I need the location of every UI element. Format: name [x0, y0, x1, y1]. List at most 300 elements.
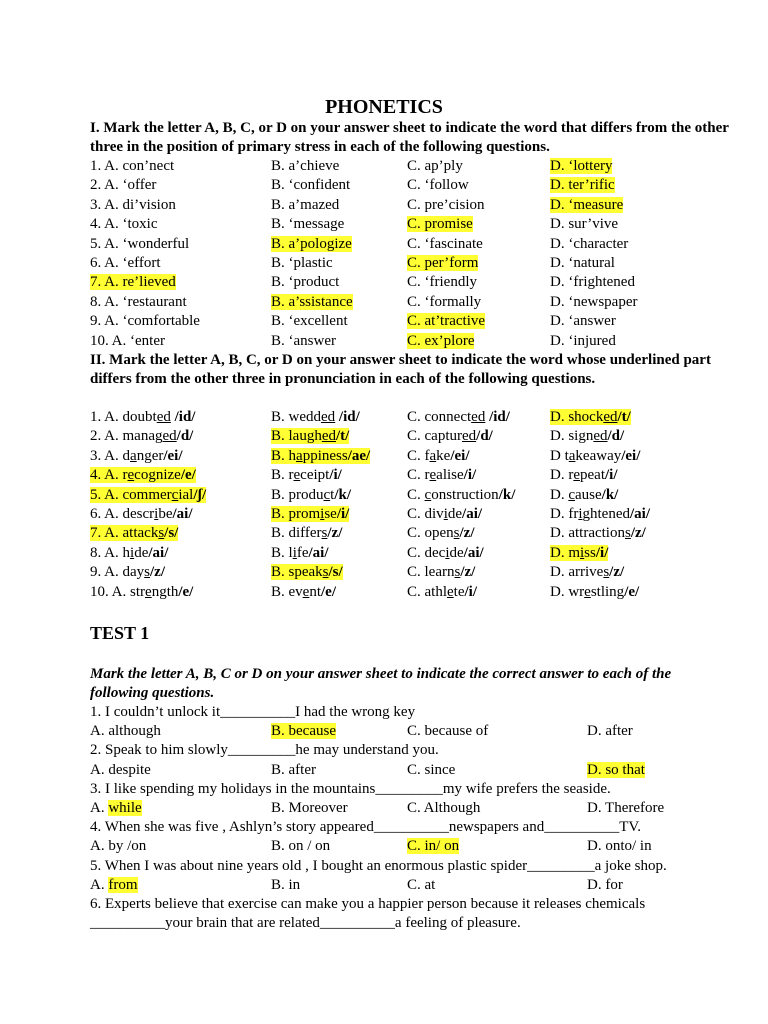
answer-option-text: 10. A. ‘enter: [90, 332, 165, 349]
answer-option-c: [407, 254, 478, 273]
answer-option-b: [271, 427, 349, 446]
word-prefix: C. learn: [407, 564, 455, 581]
word-prefix: B. produ: [271, 486, 324, 503]
underlined-part: i: [320, 505, 325, 522]
word-suffix: de: [447, 505, 463, 522]
answer-option-text: C. ex’plore: [407, 332, 475, 349]
question-text: __________your brain that are related__________a feeling of pleasure.: [90, 915, 521, 932]
answer-option-text: D. ‘lottery: [550, 158, 613, 174]
answer-option-c: [407, 583, 477, 602]
answer-option-d: [550, 408, 631, 427]
option-letter: A.: [90, 876, 109, 893]
answer-option-text: C. at: [407, 876, 436, 893]
ipa-symbol: /ei/: [163, 447, 183, 464]
stress-question-row: [90, 235, 750, 254]
word-prefix: C. r: [407, 467, 430, 484]
underlined-part: ed: [461, 428, 477, 445]
ipa-symbol: /z/: [609, 564, 625, 581]
ipa-symbol: /z/: [460, 564, 476, 581]
answer-option-a: [90, 563, 165, 582]
answer-option-text: [271, 525, 342, 541]
answer-option-text: B. ‘product: [271, 274, 340, 291]
word-suffix: nt: [309, 583, 322, 600]
answer-option-d: [550, 293, 637, 312]
underlined-part: a: [568, 447, 576, 464]
answer-option-text: 7. A. re’lieved: [90, 274, 176, 291]
answer-option-b: [271, 505, 349, 524]
option-letter: A.: [90, 799, 109, 816]
answer-option-c: [407, 273, 477, 292]
word-suffix: ial: [178, 486, 194, 503]
test-instruction: Mark the letter A, B, C or D on your answer sheet to indicate the correct answer to each of the following questions.: [90, 666, 672, 702]
pronunciation-question-row: [90, 544, 750, 563]
answer-option-text: [550, 506, 650, 522]
answer-option-a: [90, 293, 187, 312]
answer-option-c: [407, 466, 476, 485]
pronunciation-question-row: [90, 583, 750, 602]
word-suffix: de: [134, 544, 149, 561]
answer-option-d: [550, 427, 624, 446]
pronunciation-question-row: [90, 466, 750, 485]
answer-option-text: B. on / on: [271, 838, 331, 855]
answer-option-text: C. Although: [407, 799, 481, 816]
word-prefix: B. ev: [271, 583, 303, 600]
answer-option-text: D. ‘answer: [550, 313, 616, 330]
answer-option-c: [407, 312, 485, 331]
answer-option-text: D. ‘injured: [550, 332, 616, 349]
stress-question-row: [90, 273, 750, 292]
underlined-part: e: [302, 583, 310, 600]
answer-options-row: [90, 761, 750, 780]
word-prefix: D. sign: [550, 428, 594, 445]
answer-option-b: [271, 408, 360, 427]
ipa-symbol: /e/: [624, 583, 640, 600]
answer-option-b: [271, 544, 329, 563]
answer-option-text: B. ‘answer: [271, 332, 336, 349]
underlined-part: e: [127, 467, 135, 484]
word-prefix: B. h: [271, 447, 297, 464]
answer-option-d: [550, 235, 628, 254]
ipa-symbol: /i/: [463, 467, 477, 484]
stress-question-row: [90, 312, 750, 331]
ipa-symbol: /s/: [164, 525, 179, 542]
answer-option-text: A. despite: [90, 761, 151, 778]
underlined-part: e: [584, 583, 591, 600]
pronunciation-question-row: [90, 563, 750, 582]
answer-option-a: [90, 722, 161, 741]
answer-option-text: 1. A. con’nect: [90, 158, 175, 174]
answer-option-b: [271, 447, 370, 466]
answer-option-c: [407, 447, 470, 466]
answer-option-c: [407, 505, 482, 524]
answer-option-text: C. ‘friendly: [407, 274, 477, 291]
underlined-part: c: [171, 486, 179, 503]
answer-option-b: [271, 837, 330, 856]
word-prefix: B. r: [271, 467, 294, 484]
underlined-part: i: [443, 505, 448, 522]
answer-option-b: [271, 196, 339, 215]
word-prefix: 6. A. descr: [90, 505, 155, 522]
answer-option-b: [271, 486, 351, 505]
answer-option-c: [407, 799, 480, 818]
answer-option-text: B. a’pologize: [271, 235, 352, 252]
underlined-part: a: [130, 447, 137, 464]
answer-option-text: D. ter’rific: [550, 177, 615, 194]
answer-option-c: [407, 196, 484, 215]
answer-option-d: [550, 273, 635, 292]
answer-option-text: D. sur’vive: [550, 216, 619, 233]
answer-option-b: [271, 312, 348, 331]
answer-option-c: [407, 157, 463, 176]
answer-option-text: [407, 428, 493, 444]
answer-option-d: [550, 486, 618, 505]
underlined-part: i: [292, 544, 297, 561]
word-prefix: 8. A. h: [90, 544, 131, 561]
ipa-symbol: /ei/: [450, 447, 470, 464]
answer-options-row: [90, 876, 750, 895]
ipa-symbol: /i/: [604, 467, 618, 484]
answer-option-text: [550, 448, 640, 464]
underlined-part: i: [445, 544, 450, 561]
word-suffix: peat: [580, 467, 605, 484]
ipa-symbol: /i/: [595, 544, 609, 561]
answer-option-d: [550, 312, 616, 331]
word-prefix: 1. A. doubt: [90, 409, 157, 425]
answer-option-c: [407, 486, 515, 505]
answer-option-c: [407, 876, 435, 895]
answer-option-c: [407, 837, 459, 856]
word-suffix: ppiness: [302, 447, 348, 464]
answer-option-text: C. ‘fascinate: [407, 235, 483, 252]
stress-question-row: [90, 176, 750, 195]
ipa-symbol: /ai/: [148, 544, 169, 561]
underlined-part: s: [454, 564, 461, 581]
answer-option-text: C. ap’ply: [407, 158, 463, 174]
answer-option-text: [550, 564, 624, 580]
word-prefix: D. attraction: [550, 525, 625, 542]
answer-option-text: [550, 525, 646, 541]
test-title: TEST 1: [90, 623, 150, 643]
answer-option-text: C. pre’cision: [407, 196, 485, 213]
ipa-symbol: /d/: [176, 428, 194, 445]
answer-option-b: [271, 293, 353, 312]
word-prefix: D t: [550, 447, 569, 464]
word-suffix: ke: [436, 447, 451, 464]
word-suffix: alise: [436, 467, 464, 484]
underlined-part: ed: [321, 428, 337, 445]
word-prefix: C. captur: [407, 428, 462, 445]
word-suffix: nger: [136, 447, 164, 464]
answer-option-a: [90, 273, 176, 292]
question-stem: [90, 895, 750, 914]
answer-option-d: [550, 196, 623, 215]
answer-option-text: B. in: [271, 876, 301, 893]
ipa-symbol: /ʃ/: [193, 486, 207, 503]
answer-option-a: [90, 524, 178, 543]
underlined-part: s: [158, 525, 165, 542]
answer-option-text: C. at’tractive: [407, 313, 486, 330]
underlined-part: e: [447, 583, 454, 600]
answer-options-row: [90, 799, 750, 818]
word-prefix: C. div: [407, 505, 444, 522]
answer-option-a: [90, 215, 158, 234]
answer-option-text: D. so that: [587, 761, 645, 778]
answer-option-text: C. promise: [407, 216, 473, 233]
answer-option-d: [587, 799, 664, 818]
answer-option-text: 6. A. ‘effort: [90, 254, 161, 271]
underlined-part: e: [293, 467, 301, 484]
word-prefix: D. m: [550, 544, 580, 561]
word-prefix: C.: [407, 486, 425, 503]
question-text: 3. I like spending my holidays in the mountains_________my wife prefers the seaside.: [90, 780, 611, 797]
ipa-symbol: /z/: [630, 525, 646, 542]
underlined-part: s: [603, 564, 610, 581]
word-prefix: C. connect: [407, 409, 472, 425]
answer-option-text: A. although: [90, 723, 161, 740]
word-prefix: D. fr: [550, 505, 579, 522]
question-stem: [90, 818, 750, 837]
answer-option-text: [550, 487, 618, 503]
underlined-part: ed: [603, 409, 618, 425]
ipa-symbol: /ai/: [629, 505, 650, 522]
pronunciation-question-row: [90, 408, 750, 427]
ipa-symbol: /e/: [180, 467, 196, 484]
answer-option-text: [407, 448, 470, 464]
answer-option-text: [90, 487, 206, 503]
word-suffix: keaway: [575, 447, 622, 464]
answer-option-a: [90, 486, 206, 505]
answer-option-b: [271, 254, 333, 273]
underlined-part: i: [154, 505, 159, 522]
pronunciation-question-row: [90, 524, 750, 543]
answer-option-text: B. ‘message: [271, 216, 345, 233]
underlined-part: s: [321, 525, 328, 542]
answer-option-a: [90, 799, 142, 818]
answer-option-d: [550, 447, 640, 466]
answer-option-text: C. ‘follow: [407, 177, 469, 194]
word-prefix: B. differ: [271, 525, 322, 542]
word-prefix: B. wedd: [271, 409, 321, 425]
ipa-symbol: /z/: [459, 525, 475, 542]
answer-option-text: [90, 584, 193, 600]
word-prefix: D. wr: [550, 583, 585, 600]
answer-option-b: [271, 799, 348, 818]
answer-option-text: B. a’chieve: [271, 158, 340, 174]
pronunciation-question-row: [90, 447, 750, 466]
answer-option-text: [550, 545, 608, 561]
question-text: 6. Experts believe that exercise can make you a happier person because it releases chemicals: [90, 895, 646, 912]
answer-option-text: [271, 428, 349, 444]
answer-option-text: 2. A. ‘offer: [90, 177, 157, 194]
answer-option-d: [587, 876, 623, 895]
underlined-part: s: [624, 525, 631, 542]
word-prefix: 9. A. day: [90, 564, 145, 581]
answer-option-d: [550, 176, 615, 195]
answer-option-c: [407, 235, 483, 254]
answer-option-text: [271, 584, 336, 600]
answer-option-d: [550, 215, 618, 234]
answer-option-text: [90, 545, 168, 561]
question-stem-continued: [90, 914, 750, 933]
question-stem: [90, 780, 750, 799]
answer-option-b: [271, 524, 342, 543]
answer-option-text: [90, 525, 178, 541]
answer-option-d: [587, 761, 645, 780]
ipa-symbol: /z/: [327, 525, 343, 542]
answer-option-c: [407, 332, 474, 351]
answer-option-c: [407, 176, 469, 195]
question-text: 2. Speak to him slowly_________he may understand you.: [90, 742, 439, 759]
test-question-list: [90, 703, 750, 933]
underlined-part: c: [323, 486, 331, 503]
answer-option-text: B. ‘confident: [271, 177, 351, 194]
stress-question-row: [90, 254, 750, 273]
answer-option-text: A. by /on: [90, 838, 147, 855]
answer-option-d: [550, 563, 624, 582]
underlined-part: s: [144, 564, 151, 581]
ipa-symbol: /i/: [336, 505, 350, 522]
ipa-symbol: /i/: [329, 467, 342, 484]
word-suffix: cognize: [134, 467, 181, 484]
answer-option-text: B. because: [271, 723, 336, 740]
answer-option-c: [407, 215, 473, 234]
ipa-symbol: /k/: [601, 486, 619, 503]
word-suffix: ause: [575, 486, 602, 503]
answer-option-a: [90, 196, 176, 215]
answer-option-d: [587, 837, 652, 856]
answer-option-text: B. a’mazed: [271, 196, 340, 213]
answer-option-text: [407, 564, 475, 580]
word-prefix: B. prom: [271, 505, 321, 522]
answer-option-text: C. since: [407, 761, 456, 778]
answer-option-b: [271, 722, 336, 741]
underlined-part: i: [580, 544, 585, 561]
answer-option-text: [271, 448, 370, 464]
answer-option-text: 5. A. ‘wonderful: [90, 235, 190, 252]
word-suffix: te: [453, 583, 465, 600]
ipa-symbol: /k/: [498, 486, 516, 503]
answer-option-text: B. ‘excellent: [271, 313, 348, 330]
word-suffix: t: [330, 486, 335, 503]
answer-option-text: B. Moreover: [271, 799, 348, 816]
underlined-part: ed: [162, 428, 177, 445]
answer-option-d: [550, 254, 615, 273]
question-text: 4. When she was five , Ashlyn’s story appeared__________newspapers and__________TV.: [90, 819, 642, 836]
page-title: PHONETICS: [325, 96, 443, 118]
answer-option-b: [271, 466, 342, 485]
answer-option-text: D. after: [587, 723, 633, 740]
pronunciation-question-row: [90, 505, 750, 524]
answer-option-text: [90, 506, 193, 522]
ipa-symbol: /d/: [476, 428, 493, 445]
answer-option-d: [550, 524, 646, 543]
answer-option-b: [271, 761, 316, 780]
word-prefix: 7. A. attack: [90, 525, 159, 542]
answer-option-d: [550, 332, 616, 351]
answer-option-text: D. ‘frightened: [550, 274, 635, 291]
ipa-symbol: /t/: [617, 409, 631, 425]
answer-option-d: [550, 544, 608, 563]
answer-option-a: [90, 157, 174, 176]
part1-instruction: I. Mark the letter A, B, C, or D on your answer sheet to indicate the word that differs from the other three in the position of primary stress in each of the following questions.: [90, 120, 729, 156]
ipa-symbol: /z/: [150, 564, 166, 581]
answer-option-text: C. because of: [407, 723, 489, 740]
ipa-symbol: /ei/: [621, 447, 641, 464]
answer-options-row: [90, 837, 750, 856]
option-word: while: [108, 799, 142, 816]
stress-question-row: [90, 332, 750, 351]
word-suffix: ceipt: [300, 467, 330, 484]
ipa-symbol: /ai/: [462, 505, 483, 522]
answer-option-a: [90, 408, 195, 427]
underlined-part: s: [453, 525, 460, 542]
answer-option-a: [90, 761, 151, 780]
answer-option-text: [407, 467, 476, 483]
answer-option-text: B. a’ssistance: [271, 293, 353, 310]
underlined-part: s: [322, 564, 329, 581]
answer-option-text: D. onto/ in: [587, 838, 652, 855]
answer-option-text: [550, 409, 631, 425]
answer-option-text: 3. A. di’vision: [90, 196, 176, 213]
word-prefix: D. shock: [550, 409, 604, 425]
underlined-part: ed: [156, 409, 171, 425]
question-text: 1. I couldn’t unlock it__________I had the wrong key: [90, 704, 416, 720]
answer-option-text: C. in/ on: [407, 838, 460, 855]
answer-option-d: [550, 583, 639, 602]
answer-option-text: D. ‘natural: [550, 254, 615, 271]
ipa-symbol: /id/: [489, 409, 510, 425]
answer-option-text: [90, 448, 183, 464]
word-prefix: 10. A. str: [90, 583, 146, 600]
word-prefix: B. l: [271, 544, 293, 561]
answer-option-b: [271, 273, 339, 292]
pronunciation-question-row: [90, 427, 750, 446]
answer-option-b: [271, 235, 352, 254]
answer-option-text: D. ‘measure: [550, 196, 624, 213]
answer-option-text: [407, 409, 510, 425]
answer-option-b: [271, 583, 336, 602]
underlined-part: e: [145, 583, 152, 600]
answer-option-a: [90, 876, 138, 895]
stress-question-list: [90, 157, 750, 351]
answer-option-a: [90, 544, 168, 563]
word-prefix: C. athl: [407, 583, 447, 600]
answer-option-c: [407, 563, 475, 582]
ipa-symbol: /e/: [321, 583, 337, 600]
answer-option-text: C. ‘formally: [407, 293, 482, 310]
answer-option-c: [407, 761, 455, 780]
answer-option-a: [90, 447, 183, 466]
word-suffix: ss: [584, 544, 596, 561]
answer-option-text: D. ‘newspaper: [550, 293, 638, 310]
answer-option-b: [271, 215, 344, 234]
pronunciation-question-list: [90, 408, 750, 602]
answer-option-text: D. for: [587, 876, 623, 893]
answer-option-text: 9. A. ‘comfortable: [90, 313, 200, 330]
answer-option-text: [271, 506, 349, 522]
answer-option-text: [407, 525, 475, 541]
answer-option-a: [90, 312, 200, 331]
ipa-symbol: /ai/: [172, 505, 193, 522]
answer-option-text: [271, 467, 342, 483]
answer-option-text: [550, 428, 624, 444]
answer-option-c: [407, 544, 484, 563]
answer-option-a: [90, 837, 146, 856]
answer-option-text: [271, 409, 360, 425]
word-prefix: D. r: [550, 467, 574, 484]
answer-option-a: [90, 505, 193, 524]
underlined-part: ed: [321, 409, 336, 425]
